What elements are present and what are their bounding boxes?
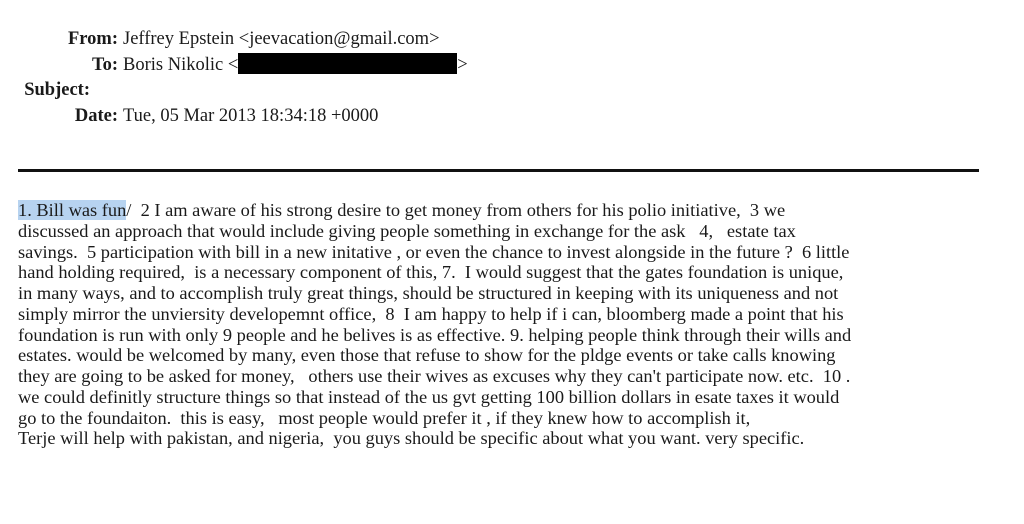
body-line: [18, 200, 1018, 221]
redaction-bar: [238, 53, 457, 74]
to-name: Boris Nikolic <: [123, 54, 239, 75]
to-value: [123, 53, 468, 79]
date-value: Tue, 05 Mar 2013 18:34:18 +0000: [123, 105, 379, 126]
body-line: Terje will help with pakistan, and nigeria, you guys should be specific about what you want. very specific.: [18, 428, 805, 449]
body-line: simply mirror the unviersity developemnt office, 8 I am happy to help if i can, bloomberg made a point that his: [18, 303, 844, 324]
subject-label: Subject:: [24, 80, 90, 100]
body-line: estates. would be welcomed by many, even those that refuse to show for the pldge events or take calls knowing: [18, 345, 836, 366]
date-label: Date:: [74, 105, 118, 126]
from-value: Jeffrey Epstein <jeevacation@gmail.com>: [123, 29, 440, 49]
body-line: discussed an approach that would include giving people something in exchange for the ask 4, estate tax: [18, 220, 796, 241]
body-line: foundation is run with only 9 people and he belives is as effective. 9. helping people think through their wills and: [18, 324, 852, 345]
header-divider: [18, 169, 979, 172]
to-label: To:: [91, 54, 118, 75]
to-close: >: [457, 54, 468, 75]
body-line: we could definitly structure things so that instead of the us gvt getting 100 billion dollars in esate taxes it would: [18, 386, 840, 407]
selected-text-highlight[interactable]: 1. Bill was fun: [18, 200, 127, 220]
body-line: savings. 5 participation with bill in a new initative , or even the chance to invest alongside in the future ? 6 little: [18, 241, 850, 262]
body-line: in many ways, and to accomplish truly great things, should be structured in keeping with its uniqueness and not: [18, 283, 839, 303]
body-line: go to the foundaiton. this is easy, most people would prefer it , if they knew how to accomplish it,: [18, 407, 751, 428]
email-body[interactable]: [18, 200, 1018, 449]
from-label: From:: [68, 29, 118, 49]
body-line-rest: / 2 I am aware of his strong desire to get money from others for his polio initiative, 3 we: [126, 200, 786, 220]
body-line: they are going to be asked for money, others use their wives as excuses why they can't participate now. etc. 10 .: [18, 366, 851, 386]
body-line: hand holding required, is a necessary component of this, 7. I would suggest that the gates foundation is unique,: [18, 262, 844, 283]
